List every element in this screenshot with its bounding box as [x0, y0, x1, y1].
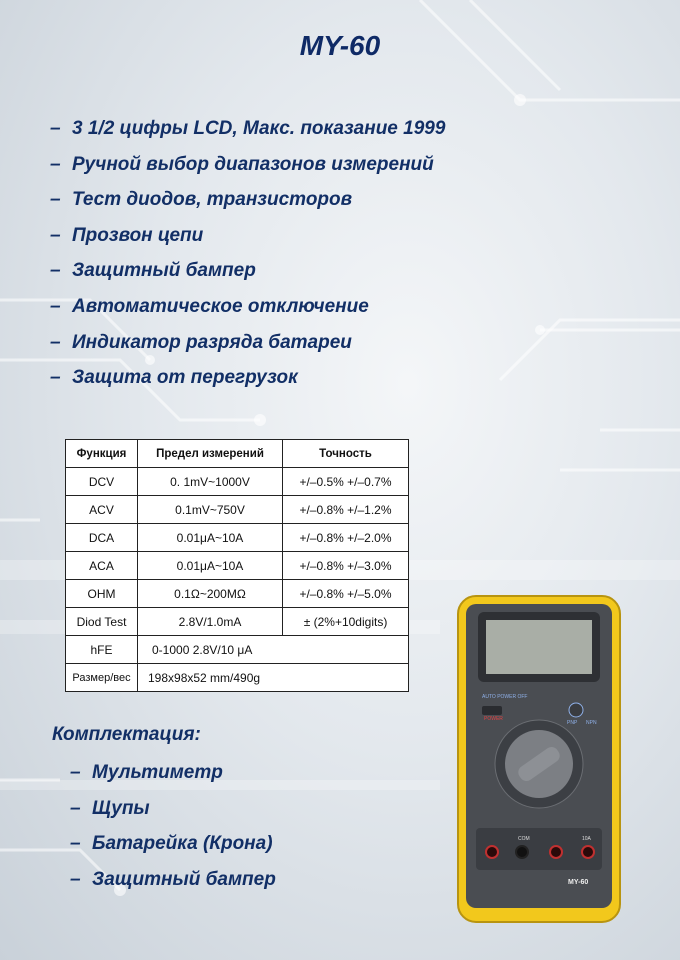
- table-row: [66, 580, 409, 608]
- table-cell: DCA: [66, 524, 138, 552]
- table-cell: Diod Test: [66, 608, 138, 636]
- table-cell: OHM: [66, 580, 138, 608]
- table-cell: 0.1Ω~200MΩ: [138, 580, 283, 608]
- hfe-socket: [569, 703, 583, 717]
- power-label: POWER: [484, 716, 503, 722]
- table-cell: 0.01μA~10A: [138, 524, 283, 552]
- feature-item: – Защита от перегрузок: [50, 367, 298, 389]
- table-cell: hFE: [66, 636, 138, 664]
- kit-list: [70, 760, 276, 902]
- auto-off-label: AUTO POWER OFF: [482, 694, 528, 700]
- table-header-row: [66, 440, 409, 468]
- model-label: MY-60: [568, 879, 589, 886]
- table-cell: 198x98x52 mm/490g: [138, 664, 409, 692]
- feature-item: – 3 1/2 цифры LCD, Макс. показание 1999: [50, 118, 446, 139]
- table-cell: Размер/вес: [66, 664, 138, 692]
- table-row: [66, 524, 409, 552]
- table-row: [66, 552, 409, 580]
- table-row: [66, 468, 409, 496]
- lcd-screen: [486, 620, 592, 674]
- table-cell: 2.8V/1.0mA: [138, 608, 283, 636]
- table-cell: +/–0.8% +/–3.0%: [283, 552, 409, 580]
- jack-10a: [582, 846, 594, 858]
- table-cell: 0. 1mV~1000V: [138, 468, 283, 496]
- table-cell: +/–0.5% +/–0.7%: [283, 468, 409, 496]
- table-row: [66, 636, 409, 664]
- table-row: [66, 608, 409, 636]
- feature-item: – Автоматическое отключение: [50, 295, 369, 317]
- jack-com: [516, 846, 528, 858]
- page-title: MY-60: [299, 30, 381, 61]
- feature-item: – Прозвон цепи: [50, 224, 204, 246]
- table-cell: DCV: [66, 468, 138, 496]
- feature-list: [50, 116, 610, 401]
- table-cell: ACA: [66, 552, 138, 580]
- feature-item: – Защитный бампер: [50, 260, 256, 282]
- feature-item: – Ручной выбор диапазонов измерений: [50, 153, 434, 175]
- com-label: COM: [518, 836, 530, 842]
- table-cell: 0.01μA~10A: [138, 552, 283, 580]
- kit-item: – Мультиметр: [70, 762, 223, 783]
- jack-v: [550, 846, 562, 858]
- npn-label: NPN: [586, 720, 597, 726]
- table-cell: +/–0.8% +/–2.0%: [283, 524, 409, 552]
- table-cell: 0-1000 2.8V/10 μA: [138, 636, 409, 664]
- kit-item: – Щупы: [70, 797, 150, 819]
- table-cell: 0.1mV~750V: [138, 496, 283, 524]
- multimeter-image: [456, 594, 622, 926]
- header-accuracy: Точность: [283, 440, 409, 468]
- jack-ma: [486, 846, 498, 858]
- table-row: [66, 664, 409, 692]
- feature-item: – Тест диодов, транзисторов: [50, 189, 353, 211]
- pnp-label: PNP: [567, 720, 578, 726]
- amp-label: 10A: [582, 836, 591, 842]
- table-cell: +/–0.8% +/–1.2%: [283, 496, 409, 524]
- table-cell: ACV: [66, 496, 138, 524]
- kit-item: – Защитный бампер: [70, 868, 276, 890]
- power-button: [482, 706, 502, 715]
- feature-item: – Индикатор разряда батареи: [50, 331, 352, 353]
- table-cell: +/–0.8% +/–5.0%: [283, 580, 409, 608]
- header-function: Функция: [66, 440, 138, 468]
- kit-title: Комплектация:: [52, 724, 201, 745]
- table-cell: ± (2%+10digits): [283, 608, 409, 636]
- header-range: Предел измерений: [138, 440, 283, 468]
- kit-item: – Батарейка (Крона): [70, 833, 273, 855]
- table-row: [66, 496, 409, 524]
- spec-table: [65, 439, 409, 692]
